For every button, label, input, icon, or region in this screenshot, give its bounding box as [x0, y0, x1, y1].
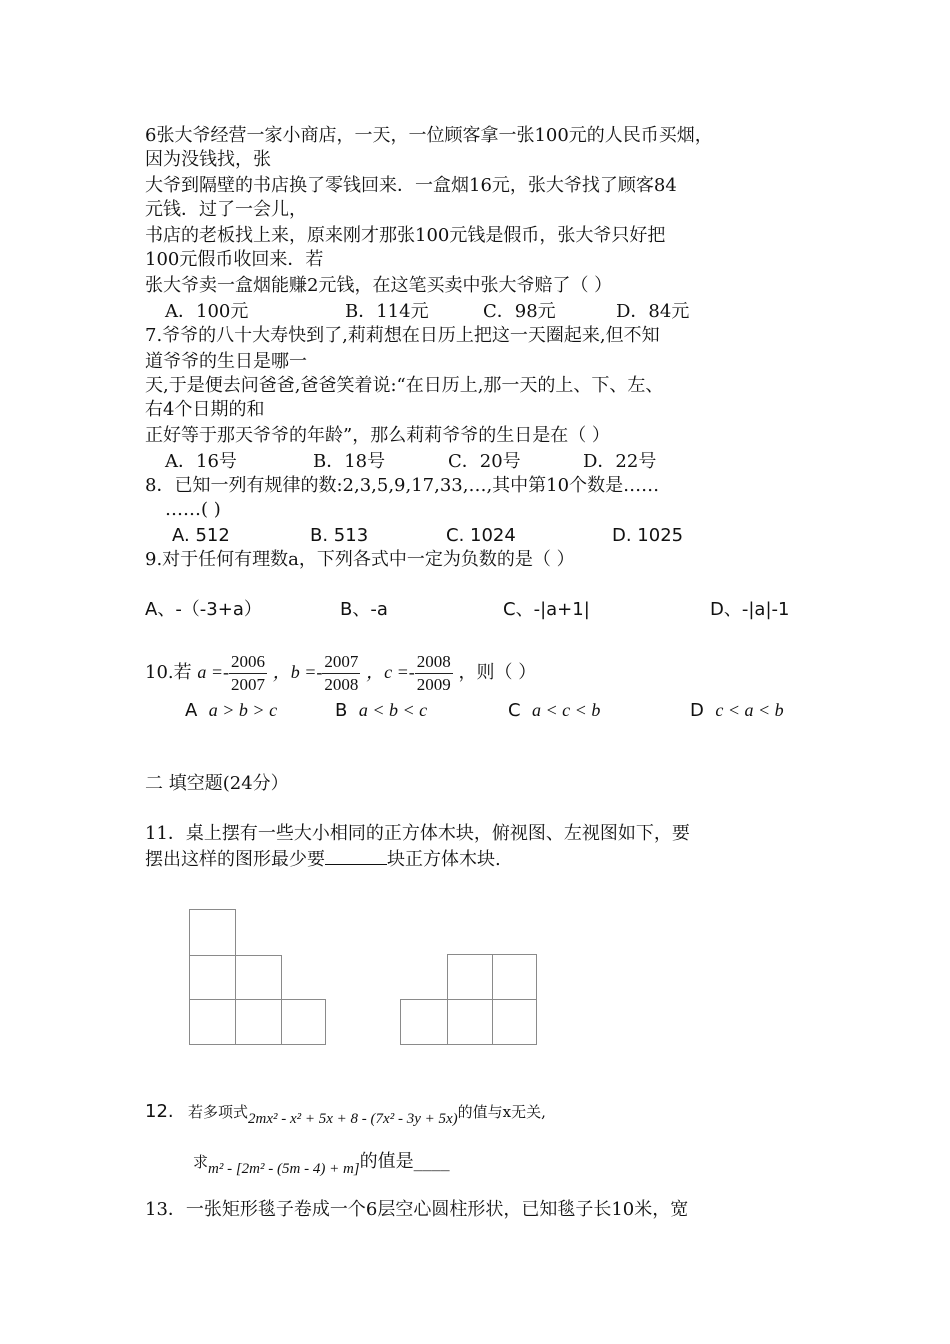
q11-answer-blank[interactable] [325, 848, 387, 865]
q10-option-a [185, 698, 277, 723]
section-2-title: 二 填空题(24分） [145, 773, 289, 794]
q9-option-a: A、-（-3+a） [145, 599, 262, 620]
q7-option-b: B．18号 [313, 451, 386, 472]
q10-option-c-letter: C [508, 700, 521, 721]
q10-option-a-letter: A [185, 700, 198, 721]
q10-a-denominator: 2007 [231, 674, 266, 694]
q7-line-4: 右4个日期的和 [145, 399, 265, 420]
q8-option-c: C. 1024 [446, 525, 516, 546]
q12-line-1 [188, 1100, 546, 1125]
q7-line-2: 道爷爷的生日是哪一 [145, 351, 307, 372]
q11-line-2-after: 块正方体木块. [387, 849, 501, 870]
q8-option-b: B. 513 [310, 525, 369, 546]
q10-b-denominator: 2008 [324, 674, 359, 694]
q6-line-4: 元钱．过了一会儿， [145, 199, 307, 220]
q6-line-1: 6张大爷经营一家小商店，一天，一位顾客拿一张100元的人民币买烟， [145, 125, 713, 146]
q8-option-a: A. 512 [172, 525, 230, 546]
q7-option-a: A．16号 [165, 451, 237, 472]
q7-line-5: 正好等于那天爷爷的年龄”，那么莉莉爷爷的生日是在（ ） [145, 425, 610, 446]
q10-option-b-letter: B [335, 700, 348, 721]
q11-line-1: 11．桌上摆有一些大小相同的正方体木块，俯视图、左视图如下，要 [145, 823, 690, 844]
q12-expression: m² - [2m² - (5m - 4) + m] [208, 1161, 360, 1177]
left-view-cell [492, 999, 537, 1045]
left-view-cell [400, 999, 448, 1045]
q11-line-2-before: 摆出这样的图形最少要 [145, 849, 325, 870]
q12-line-2 [193, 1150, 450, 1175]
q12-ask: 求 [193, 1153, 209, 1171]
q6-option-d: D．84元 [616, 301, 690, 322]
q6-option-c: C．98元 [483, 301, 556, 322]
q9-option-d: D、-|a|-1 [710, 599, 790, 620]
q10-option-c-text: a < c < b [532, 700, 601, 720]
q10-b-lhs: ，b =- [272, 662, 323, 682]
top-view-cell [189, 909, 236, 956]
q10-option-c [508, 698, 600, 723]
q6-line-2: 因为没钱找，张 [145, 149, 271, 170]
q9-option-c: C、-|a+1| [503, 599, 590, 620]
q10-option-d-text: c < a < b [715, 700, 784, 720]
q6-line-3: 大爷到隔壁的书店换了零钱回来．一盒烟16元，张大爷找了顾客84 [145, 175, 677, 196]
q9-option-b: B、-a [340, 599, 388, 620]
q6-line-5: 书店的老板找上来，原来刚才那张100元钱是假币，张大爷只好把 [145, 225, 666, 246]
q10-a-fraction [229, 651, 267, 696]
left-view-cell [447, 954, 493, 1000]
q10-option-b-text: a < b < c [358, 700, 428, 720]
q10-a-numerator: 2006 [229, 651, 267, 674]
q7-line-1: 7.爷爷的八十大寿快到了,莉莉想在日历上把这一天圈起来,但不知 [145, 325, 660, 346]
q9-line-1: 9.对于任何有理数a，下列各式中一定为负数的是（ ） [145, 549, 575, 570]
q11-line-2 [145, 848, 501, 872]
q8-option-d: D. 1025 [612, 525, 684, 546]
q12-answer-blank[interactable]: ____ [413, 1151, 450, 1172]
q6-option-a: A．100元 [165, 301, 249, 322]
q7-line-3: 天,于是便去问爸爸,爸爸笑着说:“在日历上,那一天的上、下、左、 [145, 375, 664, 396]
q10-c-numerator: 2008 [415, 651, 453, 674]
q10-a-lhs: a =- [197, 662, 230, 682]
q8-line-1: 8．已知一列有规律的数:2,3,5,9,17,33,…,其中第10个数是…… [145, 475, 660, 496]
q10-suffix: ，则（ ） [458, 662, 537, 683]
q12-tail-2: 的值是 [359, 1151, 414, 1172]
q10-option-a-text: a > b > c [208, 700, 278, 720]
left-view-cell [447, 999, 493, 1045]
left-view-cell [492, 954, 537, 1000]
q10-stem [145, 648, 536, 698]
q7-option-c: C．20号 [448, 451, 521, 472]
q8-line-2: ……( ) [165, 499, 221, 520]
top-view-cell [235, 999, 282, 1045]
q12-polynomial: 2mx² - x² + 5x + 8 - (7x² - 3y + 5x) [248, 1111, 458, 1127]
q6-option-b: B．114元 [345, 301, 429, 322]
q10-c-lhs: ，c =- [366, 662, 415, 682]
q10-b-numerator: 2007 [322, 651, 360, 674]
q10-c-fraction [415, 651, 453, 696]
q12-number: 12. [145, 1101, 174, 1122]
q7-option-d: D．22号 [583, 451, 657, 472]
q10-prefix: 10.若 [145, 662, 192, 683]
q10-option-d [690, 698, 784, 723]
q10-b-fraction [322, 651, 360, 696]
q10-option-b [335, 698, 427, 723]
q10-option-d-letter: D [690, 700, 704, 721]
top-view-cell [235, 955, 282, 1000]
q12-intro: 若多项式 [188, 1103, 249, 1121]
q6-line-7: 张大爷卖一盒烟能赚2元钱，在这笔买卖中张大爷赔了（ ） [145, 275, 613, 296]
q12-tail-1: 的值与x无关, [457, 1103, 546, 1121]
q6-line-6: 100元假币收回来．若 [145, 249, 324, 270]
top-view-cell [189, 999, 236, 1045]
q10-c-denominator: 2009 [416, 674, 451, 694]
top-view-cell [189, 955, 236, 1000]
q13-line-1: 13．一张矩形毯子卷成一个6层空心圆柱形状，已知毯子长10米，宽 [145, 1199, 689, 1220]
top-view-cell [281, 999, 326, 1045]
